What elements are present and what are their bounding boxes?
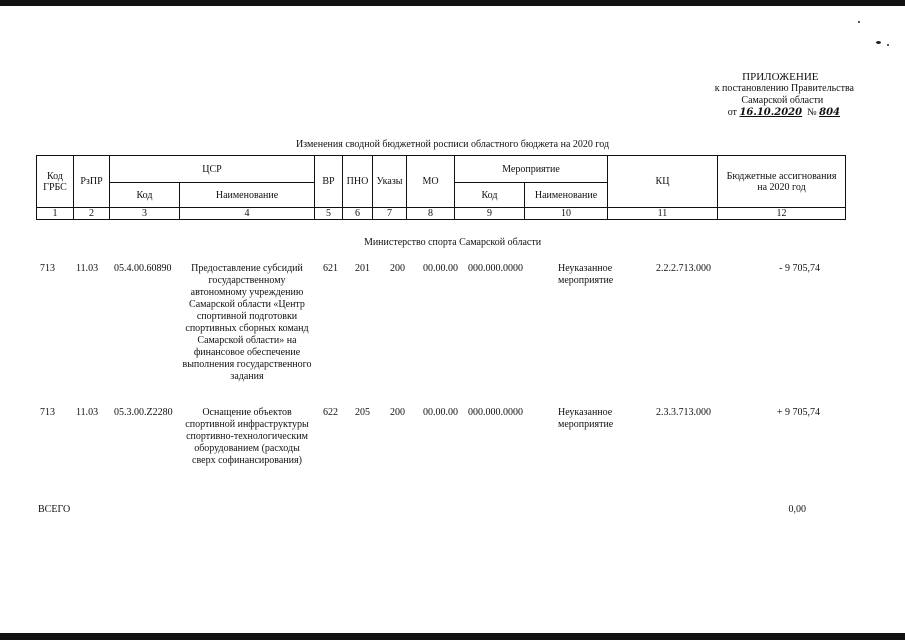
cell-mo: 00.00.00 bbox=[423, 407, 458, 418]
date-prefix: от bbox=[727, 107, 737, 118]
scan-border-bottom bbox=[0, 633, 905, 640]
cell-grbs: 713 bbox=[40, 407, 55, 418]
header-ukazy: Указы bbox=[373, 156, 407, 208]
appendix-title: ПРИЛОЖЕНИЕ bbox=[742, 71, 819, 83]
cell-ukazy: 200 bbox=[390, 407, 405, 418]
cell-amount: - 9 705,74 bbox=[779, 263, 820, 274]
header-mo: МО bbox=[407, 156, 455, 208]
cell-csr-name: Оснащение объектов спортивной инфраструктуры спортивно-технологическим оборудованием (расходы сверх софинансирования) bbox=[185, 407, 309, 466]
cell-rzpr: 11.03 bbox=[76, 407, 99, 418]
cell-csr-name: Предоставление субсидий государственному автономному учреждению Самарской области «Центр спортивной подготовки спортивных сборных команд Самарской области» на финансовое обеспечение выполнения государственного задания bbox=[182, 263, 312, 382]
column-number: 11 bbox=[608, 208, 718, 220]
column-number: 8 bbox=[407, 208, 455, 220]
number-prefix: № bbox=[807, 107, 817, 118]
cell-mo: 00.00.00 bbox=[423, 263, 458, 274]
header-rzpr: РзПР bbox=[74, 156, 110, 208]
header-pno: ПНО bbox=[343, 156, 373, 208]
cell-grbs: 713 bbox=[40, 263, 55, 274]
cell-csr-code: 05.4.00.60890 bbox=[114, 263, 172, 274]
cell-vr: 622 bbox=[323, 407, 338, 418]
scan-speck bbox=[876, 41, 881, 44]
cell-ukazy: 200 bbox=[390, 263, 405, 274]
cell-kc: 2.3.3.713.000 bbox=[656, 407, 711, 418]
budget-table-header bbox=[36, 155, 846, 220]
header-event: Мероприятие bbox=[455, 156, 608, 183]
column-number: 9 bbox=[455, 208, 525, 220]
total-label: ВСЕГО bbox=[38, 504, 71, 515]
column-number: 7 bbox=[373, 208, 407, 220]
column-number: 12 bbox=[718, 208, 846, 220]
header-kc: КЦ bbox=[608, 156, 718, 208]
header-csr-name: Наименование bbox=[180, 183, 315, 208]
cell-event-name: Неуказанное мероприятие bbox=[558, 407, 614, 430]
cell-pno: 205 bbox=[355, 407, 370, 418]
cell-rzpr: 11.03 bbox=[76, 263, 99, 274]
handwritten-number: 804 bbox=[819, 107, 840, 118]
scan-speck bbox=[858, 21, 860, 23]
cell-vr: 621 bbox=[323, 263, 338, 274]
appendix-date-line bbox=[715, 107, 840, 119]
column-number: 1 bbox=[37, 208, 74, 220]
cell-csr-code: 05.3.00.Z2280 bbox=[114, 407, 173, 418]
cell-pno: 201 bbox=[355, 263, 370, 274]
appendix-block bbox=[715, 71, 854, 119]
header-grbs: Код ГРБС bbox=[37, 156, 74, 208]
column-number: 3 bbox=[110, 208, 180, 220]
cell-kc: 2.2.2.713.000 bbox=[656, 263, 711, 274]
header-allocations: Бюджетные ассигнования на 2020 год bbox=[718, 156, 846, 208]
ministry-heading: Министерство спорта Самарской области bbox=[363, 237, 542, 248]
cell-amount: + 9 705,74 bbox=[776, 407, 820, 418]
header-event-code: Код bbox=[455, 183, 525, 208]
scan-speck bbox=[887, 44, 889, 46]
handwritten-date: 16.10.2020 bbox=[739, 107, 803, 118]
cell-event-name: Неуказанное мероприятие bbox=[558, 263, 614, 286]
appendix-line-1: к постановлению Правительства bbox=[714, 83, 854, 94]
header-event-name: Наименование bbox=[525, 183, 608, 208]
header-csr-code: Код bbox=[110, 183, 180, 208]
cell-event-code: 000.000.0000 bbox=[468, 263, 523, 274]
appendix-line-2: Самарской области bbox=[741, 95, 824, 106]
header-vr: ВР bbox=[315, 156, 343, 208]
column-number: 5 bbox=[315, 208, 343, 220]
scan-border-top bbox=[0, 0, 905, 6]
cell-event-code: 000.000.0000 bbox=[468, 407, 523, 418]
column-number: 10 bbox=[525, 208, 608, 220]
document-title: Изменения сводной бюджетной росписи областного бюджета на 2020 год bbox=[295, 139, 610, 150]
total-value: 0,00 bbox=[788, 504, 806, 515]
column-number: 4 bbox=[180, 208, 315, 220]
header-csr: ЦСР bbox=[110, 156, 315, 183]
column-number: 2 bbox=[74, 208, 110, 220]
column-number: 6 bbox=[343, 208, 373, 220]
